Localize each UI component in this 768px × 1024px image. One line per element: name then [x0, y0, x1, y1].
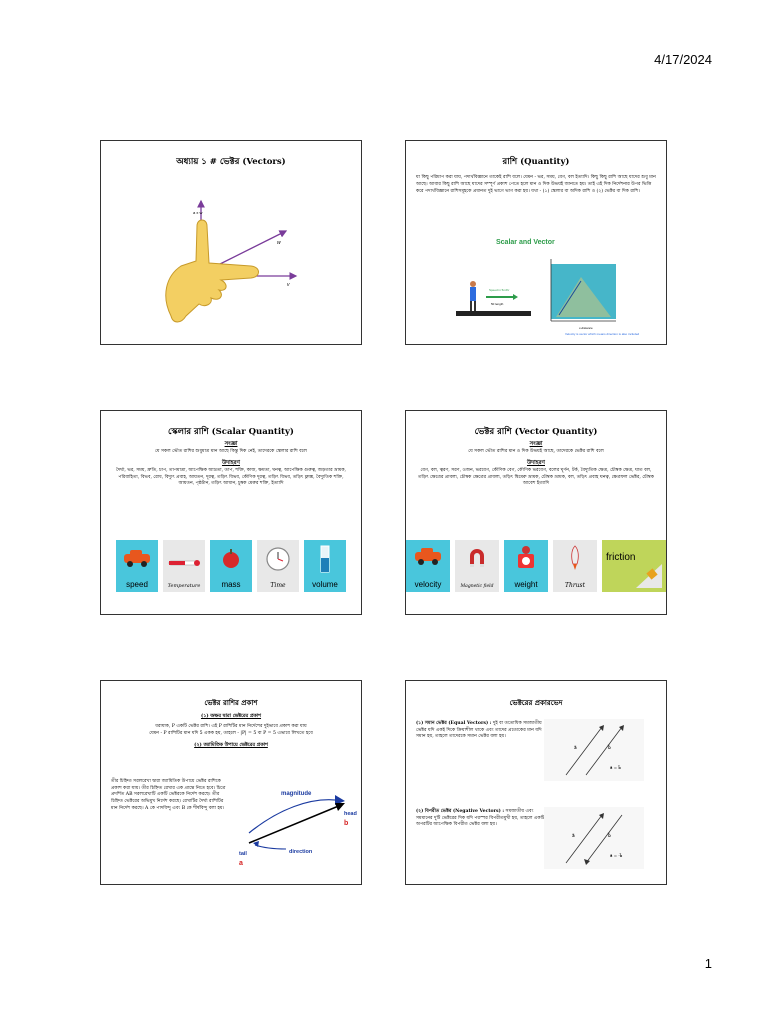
- slide-vector-types[interactable]: [405, 680, 667, 885]
- clock-icon: [265, 546, 291, 572]
- svg-text:Speed in 5m/hr: Speed in 5m/hr: [489, 288, 510, 292]
- card-volume: [304, 540, 346, 592]
- slide-title: অধ্যায় ১ # ভেক্টর (Vectors): [176, 157, 286, 167]
- thermometer-icon: [167, 558, 201, 568]
- axis-label-axb: a x w: [193, 210, 203, 215]
- examples-text: বেগ, বল, ত্বরণ, সরণ, ওজন, ভরবেগ, কৌণিক বেগ, কৌণিক ভরবেগ, বলের ঘূর্ণন, টর্ক, বৈদ্যুতিক ক্ষেত্র, চৌম্বক ক্ষেত্র, ঘাত বল, তড়িৎ ক্ষেত্রের প্রাবল্য, চৌম্বক ক্ষেত্রের প্রাবল্য, তড়িৎ দ্বিমেরু ভ্রামক, চৌম্বক ভ্রামক, বল, তড়িৎ প্রবাহ ঘনত্ব, ক্ষেত্রফল ভেক্টর, চৌম্বক আবেশ ইত্যাদি: [418, 467, 654, 487]
- scale-icon: [514, 544, 538, 570]
- negative-vectors-body: সমজাতীয় এবং সমমানের দুটি ভেক্টরের দিক যদি পরস্পর বিপরীতমুখী হয়, তাহলে একটি অপরটির আপেক্ষিক বিপরীত ভেক্টর বলা হয়।: [416, 809, 545, 828]
- scalar-cards: [113, 540, 349, 592]
- svg-text:magnitude: magnitude: [281, 791, 312, 797]
- card-temperature: [163, 540, 205, 592]
- slide-scalar-quantity[interactable]: [100, 410, 362, 615]
- equal-vectors-body: দুই বা ততোধিক সমজাতীয় ভেক্টর যদি একই দিকে ক্রিয়াশীল থাকে এবং তাদের প্রত্যেকের মান যদি সমান হয়, তাহলে তাদেরকে সমান ভেক্টর বলা হয়।: [416, 721, 542, 740]
- card-friction: [602, 540, 666, 592]
- page-number: 1: [704, 956, 712, 971]
- card-label: friction: [606, 552, 636, 563]
- card-thrust: [553, 540, 597, 592]
- section-2-text: তীর চিহ্নিত সরলরেখা দ্বারা জ্যামিতিক উপায়ে ভেক্টর রাশিকে প্রকাশ করা যায়। তীর চিহ্নিত রেখার এক প্রান্তে নিতে হবে। চিত্রে প্রদর্শিত AB সরলরেখাটি একটি ভেক্টরকে নির্দেশ করছে। তীর চিহ্নিত ভেক্টরের অভিমুখ নির্দেশ করছে। রেখাটির দৈর্ঘ্য রাশিটির মান নির্দেশ করছে। A কে পাদবিন্দু এবং B কে শীর্ষবিন্দু বলা হয়।: [111, 779, 226, 811]
- slide-vectors[interactable]: [100, 140, 362, 345]
- svg-text:b: b: [344, 820, 349, 827]
- slide-body: যা কিছু পরিমাপ করা যায়, পদার্থবিজ্ঞানে তাকেই রাশি বলে। যেমন - ভর, সময়, বেগ, বল ইত্যাদি। কিছু কিছু রাশি আছে যাদের শুধু মান আছে। আবার কিছু রাশি আছে যাদের সম্পূর্ণ প্রকাশ পেতে হলে মান ও দিক উভয়ই জানতে হয়। তাই এই দিক নির্দেশনার উপর ভিত্তি করে পদার্থবিজ্ঞানে রাশিসমূহকে প্রধানত দুই ভাগে ভাগ করা হয়। যথা - (১) স্কেলার বা অদিক রাশি ও (২) ভেক্টর বা দিক রাশি।: [416, 175, 656, 194]
- slide-title: ভেক্টর রাশির প্রকাশ: [204, 698, 258, 707]
- examples-heading: উদাহরণ: [221, 459, 240, 466]
- car-icon: [122, 548, 152, 568]
- card-label: speed: [126, 580, 148, 589]
- card-label: weight: [514, 580, 538, 589]
- card-magnetic-field: [455, 540, 499, 592]
- slide-vector-representation[interactable]: [100, 680, 362, 885]
- axis-label-v: v: [287, 282, 290, 288]
- slide-title: ভেক্টরের প্রকারভেদ: [509, 698, 563, 707]
- definition-text: যে সকল ভৌত রাশির মান ও দিক উভয়ই আছে, তাদেরকে ভেক্টর রাশি বলে: [468, 449, 604, 455]
- magnet-icon: [465, 546, 489, 570]
- section-2-heading: (২) জ্যামিতিক উপায়ে ভেক্টরের প্রকাশ: [194, 741, 268, 748]
- car-icon: [413, 546, 443, 566]
- svg-text:a⃗ = b⃗: a⃗ = b⃗: [610, 765, 621, 770]
- card-speed: [116, 540, 158, 592]
- negative-vectors-text: [406, 809, 556, 829]
- vector-arrow-diagram: [231, 781, 361, 871]
- vector-cards: [416, 540, 656, 592]
- apple-icon: [221, 548, 241, 568]
- card-label: volume: [312, 580, 338, 589]
- section-1-line1: ধরাযাক, P একটি ভেক্টর রাশি। এই P রাশিটির মান নির্দেশের দুইভাবে প্রকাশ করা যায়: [155, 724, 307, 730]
- card-label: velocity: [414, 580, 442, 589]
- section-1-line2: যেমন - P রাশিটির মান যদি 5 একক হয়, তাহলে - |P| = 5 বা P = 5 এভাবে লিখতে হবে: [149, 731, 313, 737]
- card-label: mass: [221, 580, 241, 589]
- card-label: Magnetic field: [460, 584, 494, 589]
- card-label: Thrust: [564, 582, 586, 589]
- negative-vectors-heading: (২) বিপরীত ভেক্টর (Negative Vectors) :: [416, 809, 505, 814]
- svg-text:tail: tail: [239, 851, 247, 857]
- svg-text:x-distance: x-distance: [579, 326, 593, 330]
- svg-text:b⃗: b⃗: [608, 746, 611, 751]
- equal-vectors-text: [406, 721, 556, 741]
- definition-heading: সংজ্ঞা: [529, 441, 543, 448]
- slide-quantity[interactable]: [405, 140, 667, 345]
- scalar-vector-figure: [451, 249, 640, 344]
- figure-title: Scalar and Vector: [496, 239, 555, 246]
- slide-title: স্কেলার রাশি (Scalar Quantity): [168, 427, 294, 437]
- slide-title: রাশি (Quantity): [502, 157, 570, 167]
- right-hand-rule-image: [101, 166, 363, 346]
- equal-vectors-heading: (১) সমান ভেক্টর (Equal Vectors) :: [416, 721, 492, 726]
- cylinder-icon: [319, 544, 331, 574]
- equal-vectors-diagram: [544, 719, 644, 781]
- card-time: [257, 540, 299, 592]
- slide-title: ভেক্টর রাশি (Vector Quantity): [474, 427, 598, 437]
- definition-text: যে সকল ভৌত রাশির শুধুমাত্র মান আছে কিন্তু দিক নেই, তাদেরকে স্কেলার রাশি বলে: [155, 449, 307, 455]
- svg-text:Velocity is vector which means: Velocity is vector which means direction is also included: [565, 332, 640, 336]
- negative-vectors-diagram: [544, 807, 644, 869]
- card-mass: [210, 540, 252, 592]
- svg-text:50 length: 50 length: [491, 302, 504, 306]
- card-label: Temperature: [167, 583, 201, 589]
- axis-label-w: w: [277, 240, 281, 246]
- slide-vector-quantity[interactable]: [405, 410, 667, 615]
- svg-text:a⃗: a⃗: [572, 834, 575, 839]
- definition-heading: সংজ্ঞা: [224, 441, 238, 448]
- svg-text:direction: direction: [289, 849, 313, 855]
- card-label: Time: [270, 582, 286, 589]
- date: 4/17/2024: [654, 52, 712, 67]
- examples-heading: উদাহরণ: [526, 459, 545, 466]
- card-weight: [504, 540, 548, 592]
- svg-text:head: head: [344, 811, 357, 817]
- card-velocity: [406, 540, 450, 592]
- svg-text:a⃗ = -b⃗: a⃗ = -b⃗: [610, 853, 623, 858]
- slope-icon: [634, 560, 664, 590]
- svg-text:a: a: [239, 860, 243, 867]
- rocket-icon: [563, 544, 587, 570]
- examples-text: দৈর্ঘ্য, ভর, সময়, দ্রুতি, চাপ, তাপমাত্রা, আপেক্ষিক আদ্রতা, তাপ, শক্তি, কাজ, ক্ষমতা, ঘনত্ব, আপেক্ষিক গুরুত্ব, জড়তার ভ্রামক, পরিবাহিতা, বিভব, রোধ, বিদ্যুৎ প্রবাহ, আয়তন, দূরত্ব, তড়িৎ বিভব, কৌণিক দূরত্ব, তড়িৎ বিভব, তড়িৎ ফ্লাক্স, বৈদ্যুতিক শক্তি, আয়তন, পৃষ্ঠটান, তড়িৎ আধান, চুম্বক মেরুর শক্তি, ইত্যাদি: [115, 467, 346, 487]
- section-1-heading: (১) অক্ষর দ্বারা ভেক্টরের প্রকাশ: [200, 713, 262, 720]
- svg-text:a⃗: a⃗: [574, 746, 577, 751]
- svg-text:b⃗: b⃗: [608, 834, 611, 839]
